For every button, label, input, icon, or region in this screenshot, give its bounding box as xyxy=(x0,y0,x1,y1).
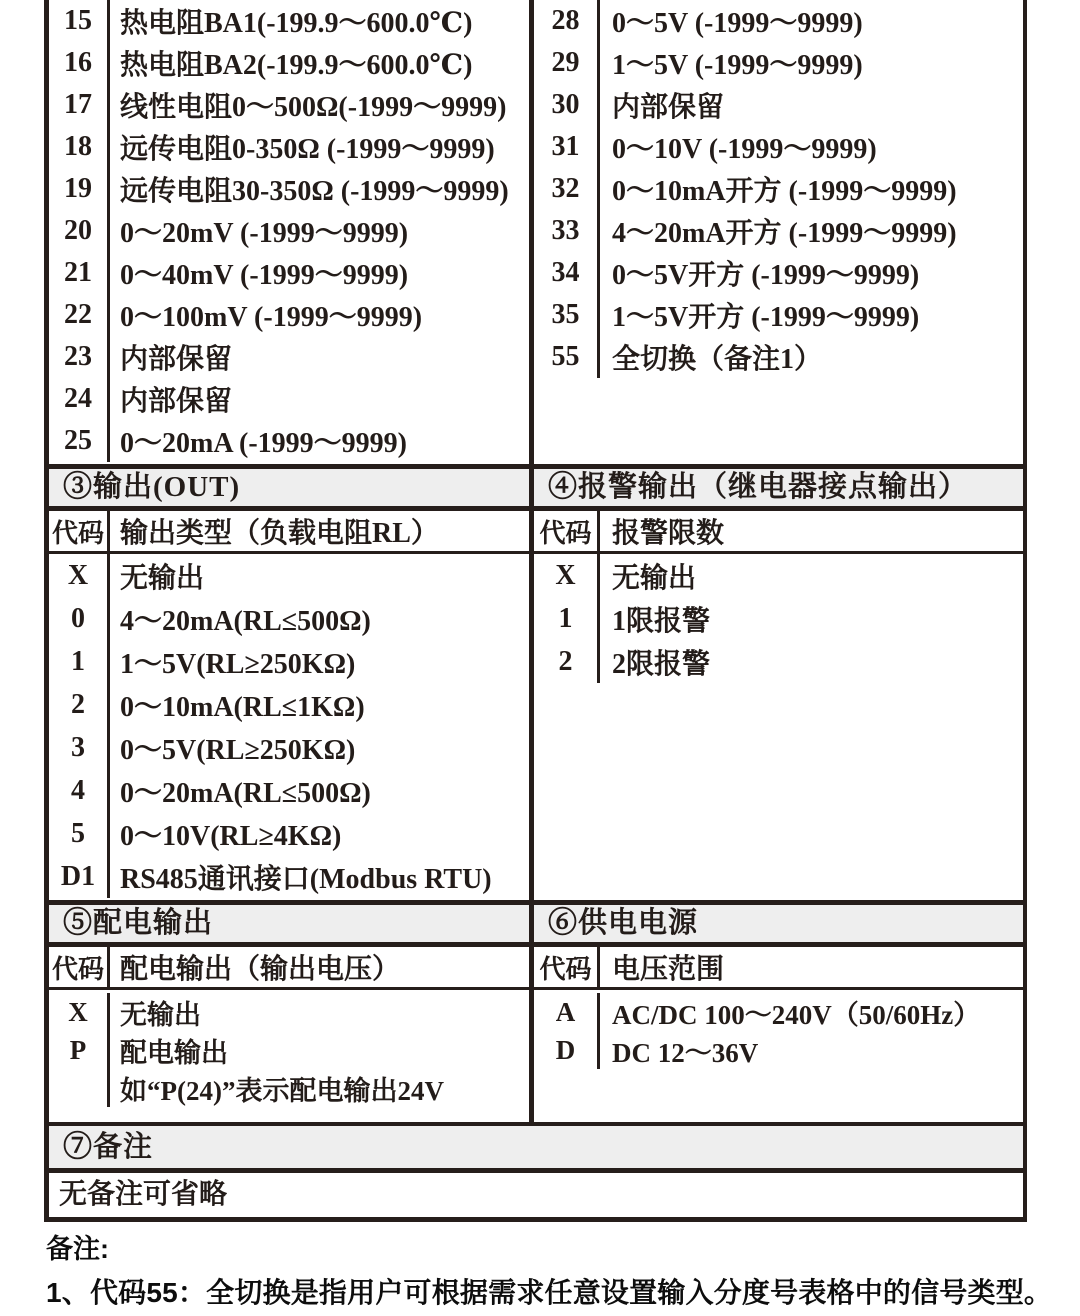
row-code: 34 xyxy=(534,252,600,294)
row-desc: 4～20mA开方 (-1999～9999) xyxy=(612,218,957,249)
row-desc: 0～5V (-1999～9999) xyxy=(612,8,863,39)
input-signal-table-continuation xyxy=(49,0,1023,464)
alarm-column-headers xyxy=(529,511,1023,551)
row-code: 21 xyxy=(49,252,110,294)
row-desc: 热电阻BA2(-199.9～600.0℃) xyxy=(120,50,473,81)
row-code: 18 xyxy=(49,126,110,168)
table-row xyxy=(49,168,529,210)
row-code: 35 xyxy=(534,294,600,336)
code-column-header: 代码 xyxy=(534,511,600,551)
row-desc: 热电阻BA1(-199.9～600.0℃) xyxy=(120,8,473,39)
row-desc: 内部保留 xyxy=(120,386,233,417)
row-desc: AC/DC 100～240V（50/60Hz） xyxy=(612,999,981,1030)
table-row xyxy=(534,210,1023,252)
table-row xyxy=(49,640,529,683)
table-row xyxy=(534,126,1023,168)
row-desc: 远传电阻0-350Ω (-1999～9999) xyxy=(120,134,495,165)
row-desc: 无输出 xyxy=(612,562,697,594)
table-row xyxy=(534,336,1023,378)
table-row xyxy=(534,252,1023,294)
table-row xyxy=(49,0,529,42)
row-desc: 1～5V (-1999～9999) xyxy=(612,50,863,81)
row-code: 32 xyxy=(534,168,600,210)
row-desc: 配电输出 xyxy=(120,1037,228,1068)
distribution-column-headers xyxy=(49,947,529,987)
row-code: X xyxy=(49,993,110,1031)
table-row xyxy=(534,294,1023,336)
row-desc: 0～10V (-1999～9999) xyxy=(612,134,877,165)
table-row xyxy=(534,84,1023,126)
section-supply-header xyxy=(529,905,1023,942)
table-row xyxy=(534,168,1023,210)
input-right-column xyxy=(529,0,1023,464)
table-row xyxy=(49,1069,529,1107)
table-row xyxy=(49,42,529,84)
row-code: 25 xyxy=(49,420,110,462)
row-code: 28 xyxy=(534,0,600,42)
row-desc: 全切换（备注1） xyxy=(612,344,823,375)
table-row xyxy=(49,336,529,378)
row-code: A xyxy=(534,993,600,1031)
section-title-supply: ⑥供电电源 xyxy=(548,907,699,939)
row-desc: 线性电阻0～500Ω(-1999～9999) xyxy=(120,92,507,123)
row-desc: 0～20mV (-1999～9999) xyxy=(120,218,409,249)
row-code xyxy=(49,1069,110,1107)
supply-rows xyxy=(529,990,1023,1122)
row-desc: 0～10V(RL≥4KΩ) xyxy=(120,820,342,852)
row-desc: 1～5V(RL≥250KΩ) xyxy=(120,648,356,680)
footnote-label: 备注: xyxy=(46,1234,109,1264)
section-title-remark: ⑦备注 xyxy=(49,1122,1023,1173)
ordering-code-table xyxy=(44,0,1027,1222)
section-title-distribution: ⑤配电输出 xyxy=(63,907,214,939)
output-column-headers xyxy=(49,511,529,551)
row-code: 0 xyxy=(49,597,110,640)
row-desc: 0～5V开方 (-1999～9999) xyxy=(612,260,920,291)
table-row xyxy=(49,126,529,168)
table-row xyxy=(49,597,529,640)
footnote-item: 1、代码55：全切换是指用户可根据需求任意设置输入分度号表格中的信号类型。 xyxy=(46,1277,1053,1308)
table-row xyxy=(49,554,529,597)
row-desc: 内部保留 xyxy=(612,92,725,123)
distribution-rows xyxy=(49,990,529,1122)
row-code: 29 xyxy=(534,42,600,84)
row-code: 19 xyxy=(49,168,110,210)
row-code: 17 xyxy=(49,84,110,126)
output-rows xyxy=(49,554,529,900)
table-row xyxy=(49,294,529,336)
table-row xyxy=(534,640,1023,683)
row-code: 4 xyxy=(49,769,110,812)
row-code: 33 xyxy=(534,210,600,252)
row-code: 16 xyxy=(49,42,110,84)
table-row xyxy=(534,1031,1023,1069)
row-code: 24 xyxy=(49,378,110,420)
row-desc: 0～100mV (-1999～9999) xyxy=(120,302,423,333)
table-row xyxy=(534,511,1023,551)
row-desc: DC 12～36V xyxy=(612,1037,759,1068)
row-desc: 1限报警 xyxy=(612,605,711,637)
row-code: 5 xyxy=(49,812,110,855)
row-code: 1 xyxy=(534,597,600,640)
row-code: 15 xyxy=(49,0,110,42)
section-title-output: ③输出(OUT) xyxy=(63,471,241,503)
section-header-band xyxy=(49,900,1023,947)
code-column-header: 代码 xyxy=(534,947,600,987)
row-desc: 如“P(24)”表示配电输出24V xyxy=(120,1075,444,1106)
desc-column-header: 输出类型（负载电阻RL） xyxy=(120,518,439,549)
table-row xyxy=(534,993,1023,1031)
table-row xyxy=(534,0,1023,42)
output-alarm-body xyxy=(49,554,1023,900)
row-code: 2 xyxy=(534,640,600,683)
row-code: X xyxy=(49,554,110,597)
table-row xyxy=(49,683,529,726)
alarm-rows xyxy=(529,554,1023,900)
table-row xyxy=(49,855,529,898)
footnotes xyxy=(46,1236,1058,1307)
row-code: 55 xyxy=(534,336,600,378)
section-alarm-header xyxy=(529,469,1023,506)
table-row xyxy=(49,252,529,294)
row-code: D1 xyxy=(49,855,110,898)
row-desc: 远传电阻30-350Ω (-1999～9999) xyxy=(120,176,509,207)
row-desc: 0～10mA开方 (-1999～9999) xyxy=(612,176,957,207)
section-distribution-header xyxy=(49,905,529,942)
table-row xyxy=(534,554,1023,597)
input-left-column xyxy=(49,0,529,464)
row-code: 1 xyxy=(49,640,110,683)
table-row xyxy=(49,726,529,769)
table-row xyxy=(49,84,529,126)
code-column-header: 代码 xyxy=(49,511,110,551)
row-desc: 0～40mV (-1999～9999) xyxy=(120,260,409,291)
row-desc: 无输出 xyxy=(120,562,205,594)
column-header-row xyxy=(49,511,1023,554)
row-code: P xyxy=(49,1031,110,1069)
remark-body: 无备注可省略 xyxy=(59,1179,228,1210)
table-row xyxy=(49,511,529,551)
row-code: 2 xyxy=(49,683,110,726)
section-title-alarm: ④报警输出（继电器接点输出） xyxy=(548,471,969,503)
table-row xyxy=(49,812,529,855)
table-row xyxy=(534,947,1023,987)
table-row xyxy=(49,993,529,1031)
desc-column-header: 配电输出（输出电压） xyxy=(120,954,401,985)
section-output-header xyxy=(49,469,529,506)
row-desc: 无输出 xyxy=(120,999,201,1030)
row-desc: 0～20mA(RL≤500Ω) xyxy=(120,777,371,809)
table-row xyxy=(49,210,529,252)
desc-column-header: 报警限数 xyxy=(612,518,725,549)
row-desc: RS485通讯接口(Modbus RTU) xyxy=(120,863,492,895)
row-code: 23 xyxy=(49,336,110,378)
column-header-row xyxy=(49,947,1023,990)
section-header-band xyxy=(49,464,1023,511)
table-row xyxy=(49,1031,529,1069)
row-desc: 1～5V开方 (-1999～9999) xyxy=(612,302,920,333)
row-code: 3 xyxy=(49,726,110,769)
distribution-supply-body xyxy=(49,990,1023,1122)
row-code: 30 xyxy=(534,84,600,126)
row-code: 22 xyxy=(49,294,110,336)
row-desc: 0～5V(RL≥250KΩ) xyxy=(120,734,356,766)
row-code: X xyxy=(534,554,600,597)
table-row xyxy=(534,597,1023,640)
code-column-header: 代码 xyxy=(49,947,110,987)
row-desc: 0～20mA (-1999～9999) xyxy=(120,428,407,459)
supply-column-headers xyxy=(529,947,1023,987)
table-row xyxy=(534,42,1023,84)
table-row xyxy=(49,378,529,420)
row-desc: 4～20mA(RL≤500Ω) xyxy=(120,605,371,637)
row-code: 20 xyxy=(49,210,110,252)
table-row xyxy=(49,947,529,987)
table-row xyxy=(49,420,529,462)
row-desc: 2限报警 xyxy=(612,648,711,680)
row-desc: 内部保留 xyxy=(120,344,233,375)
desc-column-header: 电压范围 xyxy=(612,954,725,985)
table-row xyxy=(49,769,529,812)
row-desc: 0～10mA(RL≤1KΩ) xyxy=(120,691,365,723)
row-code: D xyxy=(534,1031,600,1069)
row-code: 31 xyxy=(534,126,600,168)
